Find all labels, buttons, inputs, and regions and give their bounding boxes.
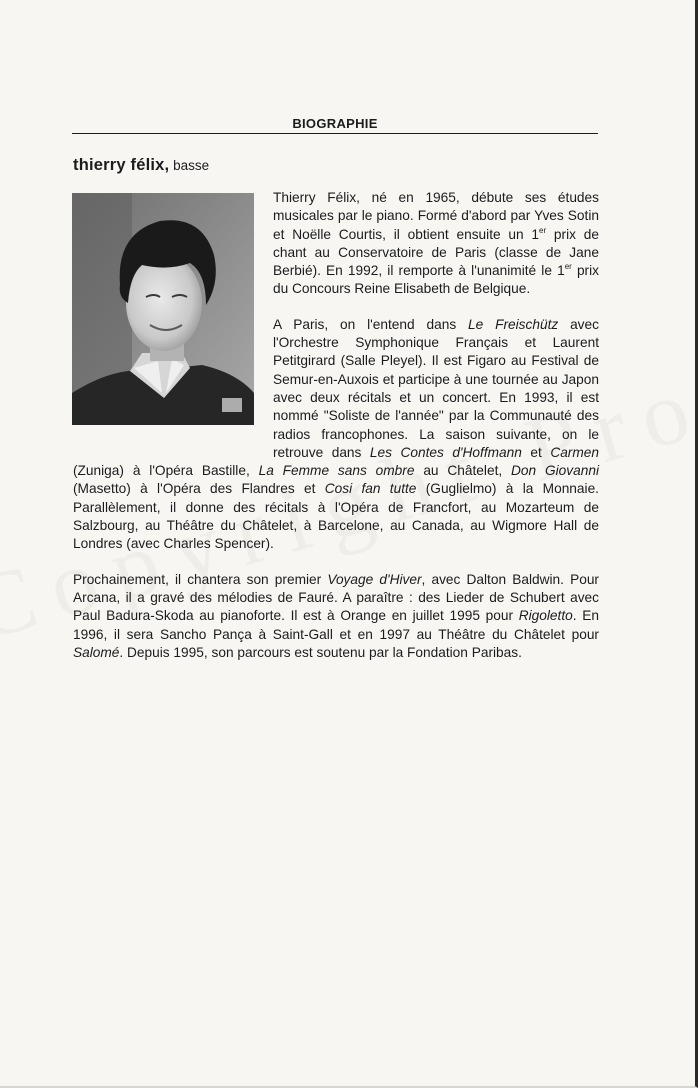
photo-spacer [73,189,273,453]
bio-paragraph-1: Thierry Félix, né en 1965, débute ses études musicales par le piano. Formé d'abord par Yves Sotin et Noëlle Courtis, il obtient ensuite un 1er prix de chant au Conservatoire de Paris (classe de Jane Berbié). En 1992, il remporte à l'unanimité le 1er prix du Concours Reine Elisabeth de Belgique. [273,190,599,297]
artist-name: thierry félix, [73,156,170,174]
artist-heading [73,156,209,175]
artist-voice: basse [173,158,210,173]
section-header [72,116,598,134]
bio-paragraph-3: Prochainement, il chantera son premier Voyage d'Hiver, avec Dalton Baldwin. Pour Arcana, il a gravé des mélodies de Fauré. A paraître : des Lieder de Schubert avec Paul Badura-Skoda au pianoforte. Il est à Orange en juillet 1995 pour Rigoletto. En 1996, il sera Sancho Pança à Saint-Gall et en 1997 au Théâtre du Châtelet pour Salomé. Depuis 1995, son parcours est soutenu par la Fondation Paribas. [73,571,599,660]
biography-text [73,189,599,679]
section-title: BIOGRAPHIE [292,116,378,131]
bio-paragraph-2: A Paris, on l'entend dans Le Freischütz avec l'Orchestre Symphonique Français et Laurent Petitgirard (Salle Pleyel). Il est Figaro au Festival de Semur-en-Auxois et participe à une tournée au Japon avec deux récitals et un concert. En 1993, il est nommé "Soliste de l'année" par la Communauté des radios francophones. La saison suivante, on le retrouve dans Les Contes d'Hoffmann et Carmen (Zuniga) à l'Opéra Bastille, La Femme sans ombre au Châtelet, Don Giovanni (Masetto) à l'Opéra des Flandres et Cosi fan tutte (Guglielmo) à la Monnaie. Parallèlement, il donne des récitals à l'Opéra de Francfort, au Mozarteum de Salzbourg, au Théâtre du Châtelet, à Barcelone, au Canada, au Wigmore Hall de Londres (avec Charles Spencer). [73,316,600,552]
